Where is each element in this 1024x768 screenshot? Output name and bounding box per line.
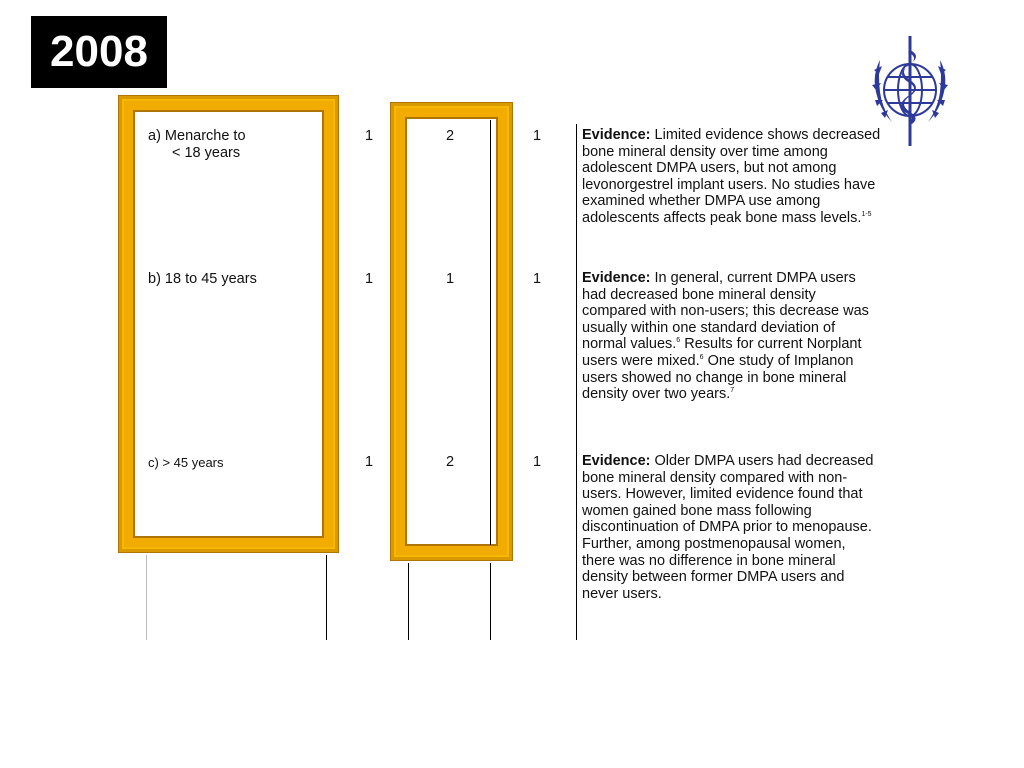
evidence-text: Evidence: In general, current DMPA users had decreased bone mineral density compared with non-users; this decrease was usually within one standard deviation of normal values.$^6$ Results for current Norplant users were mixed.$^6$ One study of Implanon users showed no change in bone mineral density over two years.$^7$ bbox=[582, 270, 869, 403]
category-value: 1 bbox=[532, 454, 542, 470]
category-value: 1 bbox=[532, 271, 542, 287]
category-value: 1 bbox=[532, 128, 542, 144]
category-value: 2 bbox=[445, 128, 455, 144]
category-value: 1 bbox=[364, 454, 374, 470]
column-divider bbox=[326, 555, 327, 640]
highlight-frame-conditions bbox=[118, 95, 339, 553]
highlight-frame-category-column bbox=[390, 102, 513, 561]
condition-label: c) > 45 years bbox=[148, 455, 224, 470]
category-value: 1 bbox=[364, 128, 374, 144]
column-divider bbox=[146, 555, 147, 640]
year-label: 2008 bbox=[50, 27, 148, 76]
column-divider bbox=[490, 563, 491, 640]
column-divider bbox=[490, 120, 491, 545]
evidence-text: Evidence: Limited evidence shows decreased bone mineral density over time among adolescent DMPA users, but not among levonorgestrel implant users. No studies have examined whether DMPA use among adolescents affects peak bone mass levels.$^{1-5}$ bbox=[582, 127, 881, 226]
evidence-text: Evidence: Older DMPA users had decreased bone mineral density compared with non-users. However, limited evidence found that women gained bone mass following discontinuation of DMPA prior to menopause. Further, among postmenopausal women, there was no difference in bone mineral density between former DMPA users and never users. bbox=[582, 453, 874, 602]
category-value: 1 bbox=[445, 271, 455, 287]
column-divider bbox=[576, 124, 577, 640]
condition-label: b) 18 to 45 years bbox=[148, 271, 257, 287]
category-value: 2 bbox=[445, 454, 455, 470]
condition-label: a) Menarche to < 18 years bbox=[148, 128, 246, 161]
column-divider bbox=[408, 563, 409, 640]
category-value: 1 bbox=[364, 271, 374, 287]
